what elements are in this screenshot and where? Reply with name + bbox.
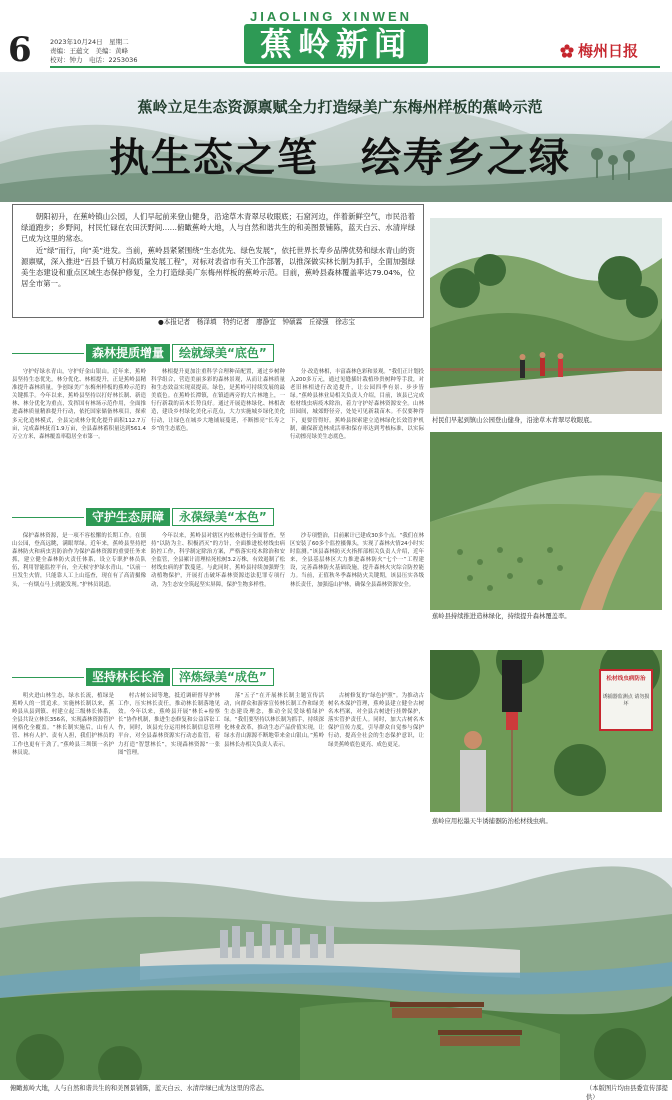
text-block: 古树修复的“绿色护照”。为推动古树名木保护管理，蕉岭县建立健全古树名木档案，对全县古树进行挂牌保护，落实管护责任人。同时，加大古树名木保护宣传力度，引导群众自觉参与保护行动，提高全社会的生态保护意识，让绿美蕉岭底色更亮、成色更足。 bbox=[328, 693, 424, 748]
section-3-title-b: 淬炼绿美“成色” bbox=[172, 668, 274, 686]
text-block: 今年以来，蕉岭县对辖区内松林进行全面普查，坚持“以防为主、积极消灭”的方针，全面推进松材线虫病防控工作，科学制定除治方案，严格落实疫木除治和安全监管，全县累计清理枯死松树3.2万株，有效遏制了松材线虫病的扩散蔓延。与此同时，蕉岭县持续加强野生动植物保护，开展打击破坏森林资源违法犯罪专项行动，为生态安全筑起坚实屏障，保护生物多样性。 bbox=[151, 533, 285, 588]
section-name-banner: 蕉岭新闻 bbox=[244, 24, 428, 64]
caption-photo-3: 蕉岭应用松墨天牛诱捕器防治松材线虫病。 bbox=[432, 818, 552, 825]
text-block: 分·改造林相，丰富森林色彩和景观。“我们正计划投入200多万元，通过见缝插针栽植珍贵树种等手段，对老旧林相进行改造提升，让公园四季有景、步步皆绿。”蕉岭县林业局相关负责人介绍，目前，该县已完成松材线虫病疫木除治，着力守护好森林资源安全。山林田园间，城郊野径旁，处处可见新栽苗木。不仅要种得下，更要管得好。蕉岭县探索建立造林绿化长效管护机制，确保新造林成活率和保存率达到考核标准，以实际行动擦亮绿美生态底色。 bbox=[290, 369, 424, 440]
section-3-column-1 bbox=[12, 692, 114, 842]
lead-paragraph-1: 朝阳初升，在蕉岭镇山公园，人们早起前来登山健身，沿途草木青翠尽收眼底；石窟河边，伴着新鲜空气，市民沿着绿道跑步；乡野间，村民忙碌在农田沃野间……俯瞰蕉岭大地，人与自然和谐共生的和美图景铺陈，蓝天白云、水清岸绿已成为这里的常态。 bbox=[21, 212, 415, 244]
text-block: 沙专项整治，目前累计已建成30多个点。“我们在林区安装了60多个监控摄像头，实现了森林火情24小时实时监测。”该县森林防灭火指挥部相关负责人介绍，近年来，全县基层林区大力推进森林防火“七个一”工程建设，完善森林防火基础设施，提升森林火灾综合防控能力。当前，正值秋冬季森林防火关键期，该县压实各级林长责任，加强巡山护林，确保全县森林资源安全。 bbox=[290, 533, 424, 588]
section-1-column-1 bbox=[12, 368, 146, 504]
caption-panorama: 俯瞰蕉岭大地，人与自然和谐共生的和美图景铺陈，蓝天白云、水清岸绿已成为这里的常态。 bbox=[10, 1085, 269, 1092]
logo-text: 梅州日报 bbox=[578, 42, 639, 60]
trap-sign-title: 松材线虫病防治 bbox=[606, 676, 646, 682]
photo-afforestation bbox=[430, 432, 662, 610]
plum-blossom-icon bbox=[560, 44, 574, 58]
caption-photo-2: 蕉岭县持续推进造林绿化，持续提升森林覆盖率。 bbox=[432, 613, 571, 620]
photo-credit: （本版图片均由县委宣传部提供） bbox=[586, 1085, 668, 1100]
caption-photo-1: 村民们早起到镇山公园登山健身，沿途草木青翠尽收眼底。 bbox=[432, 417, 596, 424]
section-2-column-1 bbox=[12, 532, 146, 660]
photo-pest-trap bbox=[430, 650, 662, 812]
text-block: 落“五子”在开展林长制主题宣传活动，向群众和游客宣传林长制工作和绿美生态建设理念，推动全民爱绿植绿护绿。“我们要坚持以林长制为抓手，持续深化林业改革，推动生态产品价值实现，让绿水青山源源不断地带来金山银山。”蕉岭县林长办相关负责人表示。 bbox=[224, 693, 324, 748]
date-line: 2023年10月24日 星期二 bbox=[50, 38, 129, 46]
section-header-3 bbox=[86, 668, 274, 686]
section-2-title-b: 永葆绿美“本色” bbox=[172, 508, 274, 526]
byline: ●本报记者 杨泽填 特约记者 廖静宜 钟硕霖 丘禄强 徐志宝 bbox=[158, 318, 355, 326]
photo-panorama bbox=[0, 858, 672, 1080]
text-block: 林相提升更加注重科学合理种苗配置，通过乡树种科学组合，营造美丽多彩的森林景观，从而让森林质量和生态效益实现双提高。绿色，是蕉岭可持续发展的最美底色。在蕉岭长潭镇，在镇道两旁的大片林地上，一行行新栽的苗木长势良好。通过开展造林绿化、林相改造，建设乡村绿化美化示范点，大力实施城乡绿化美化行动，让绿色在城乡大地铺展蔓延，不断擦亮“长寿之乡”的生态底色。 bbox=[151, 369, 285, 432]
section-1-column-2 bbox=[151, 368, 285, 504]
page-number: 6 bbox=[8, 30, 32, 70]
section-2-column-2 bbox=[151, 532, 285, 660]
photo-park-hikers bbox=[430, 218, 662, 414]
section-3-rule bbox=[12, 677, 84, 678]
masthead bbox=[0, 0, 672, 74]
section-2-column-3 bbox=[290, 532, 424, 660]
edition-meta bbox=[50, 38, 137, 65]
proof-line: 校对：钟力 电话：2253036 bbox=[50, 56, 138, 64]
section-1-title-a: 森林提质增量 bbox=[86, 344, 170, 362]
section-header-1 bbox=[86, 344, 274, 362]
article-subtitle: 蕉岭立足生态资源禀赋全力打造绿美广东梅州样板的蕉岭示范 bbox=[137, 98, 543, 116]
trap-sign-body: 诱捕器监测点 请勿损坏 bbox=[602, 694, 650, 707]
article-headline: 执生态之笔 绘寿乡之绿 bbox=[109, 134, 571, 181]
lead-paragraph-2: 近“绿”而行，向“美”进发。当前，蕉岭县紧紧围绕“生态优先、绿色发展”，依托世界长寿乡品牌优势和绿水青山的资源禀赋，深入推进“百县千镇万村高质量发展工程”，对标对表省市有关工作部署，以推深做实林长制为抓手，全面加强绿美生态建设和重点区域生态保护修复，全力打造绿美广东梅州样板的蕉岭示范。目前，蕉岭县森林覆盖率达79.04%，位居全市第一。 bbox=[21, 245, 415, 289]
text-block: 保护森林资源，是一项不容松懈的长期工作。在镇山公园，登高远眺，满眼翠绿。近年来，蕉岭县坚持把森林防火和病虫害防治作为保护森林资源的重要任务来抓，建立健全森林防火责任体系，设立专职护林员队伍，利用智能监控平台，全天候守护绿水青山。“以前一旦发生火情，只能靠人工上山巡查，现在有了高清摄像头，一有烟点马上就能发现。”护林员说道。 bbox=[12, 533, 146, 588]
section-3-column-3 bbox=[224, 692, 324, 842]
section-3-column-4 bbox=[328, 692, 424, 842]
section-english-name: JIAOLING XINWEN bbox=[250, 9, 413, 24]
editor-line: 责编：王蕴文 美编：黄峰 bbox=[50, 47, 128, 55]
section-1-title-b: 绘就绿美“底色” bbox=[172, 344, 274, 362]
text-block: 守护好绿水青山，守护好金山银山。近年来，蕉岭县坚持生态优先，林分优化、林相提升，正是蕉岭县精准提升森林质量，争创绿美广东梅州样板的蕉岭示范的关键抓手。今年以来，蕉岭县坚持以打好林长制、新造林、林分优化为重点，发挥国有林场示范作用，全面推进森林质量精准提升行动，依托国家储备林项目，探索多元化造林模式，全县完成林分优化提升面积112.7万亩，完成森林抚育1.9万亩，全县森林蓄积量达到561.4万立方米，森林覆盖率稳居全市第一。 bbox=[12, 369, 146, 440]
section-3-column-2 bbox=[118, 692, 220, 842]
section-2-title-a: 守护生态屏障 bbox=[86, 508, 170, 526]
lead-box bbox=[12, 204, 424, 318]
section-3-title-a: 坚持林长长治 bbox=[86, 668, 170, 686]
masthead-rule bbox=[50, 66, 660, 68]
section-2-rule bbox=[12, 517, 84, 518]
section-header-2 bbox=[86, 508, 274, 526]
text-block: 村古树公园等地，抵近调研督导护林工作，压实林长责任，推动林长制落地见效。今年以来，蕉岭县开展“林长+检察长”协作机制，推进生态修复和公益诉讼工作，同时，该县充分运用林长制信息管理平台，对全县森林资源实行动态监管，着力打造“智慧林长”，实现森林资源“一张图”管理。 bbox=[118, 693, 220, 756]
section-1-column-3 bbox=[290, 368, 424, 504]
section-1-rule bbox=[12, 353, 84, 354]
newspaper-logo bbox=[560, 40, 638, 61]
text-block: 明火进山林生态，绿水长流，植绿是蕉岭人的一贯追求。实施林长制以来，蕉岭县从县到镇、村建立起三级林长体系，全县共设立林长356名，实现森林资源管护网格化全覆盖。“林长制实施后，山有人管、林有人护、责有人担，我们护林员的工作也更有干劲了。”蕉岭县三圳镇一名护林员说。 bbox=[12, 693, 114, 756]
